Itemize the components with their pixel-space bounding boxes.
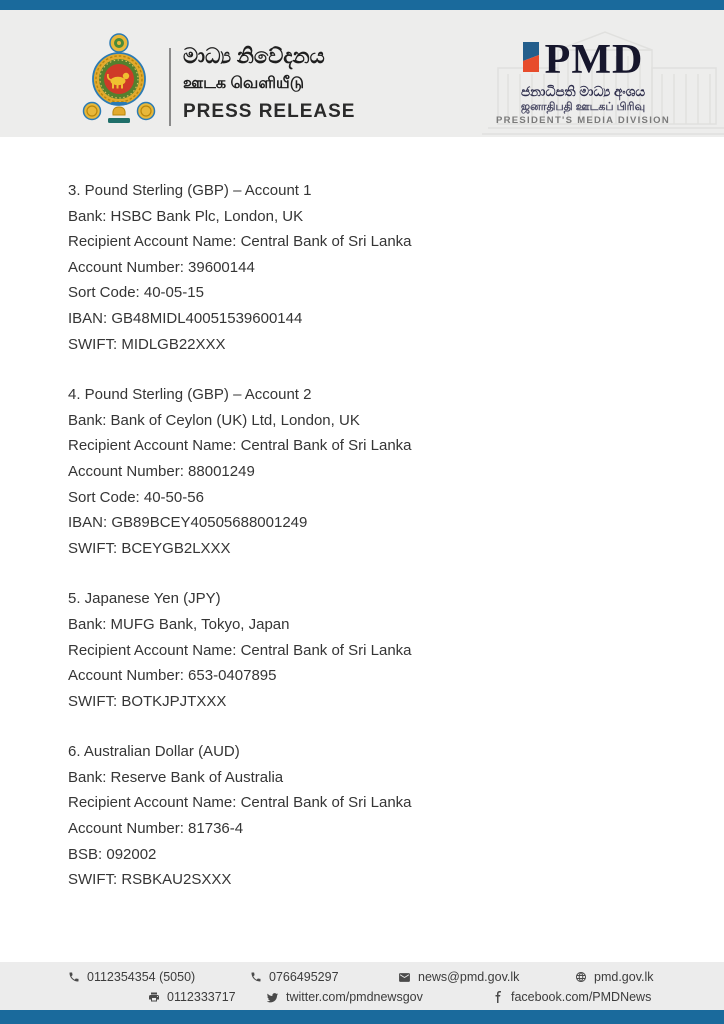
detail-line: Account Number: 653-0407895 xyxy=(68,667,277,685)
detail-line: Account Number: 39600144 xyxy=(68,258,255,276)
phone-icon xyxy=(250,971,262,983)
detail-line: Bank: Reserve Bank of Australia xyxy=(68,768,284,786)
detail-line: SWIFT: BOTKJPJTXXX xyxy=(68,692,227,710)
detail-line: BSB: 092002 xyxy=(68,845,157,863)
sri-lanka-emblem-icon xyxy=(80,32,158,128)
section-jpy xyxy=(68,586,684,714)
detail-line: Sort Code: 40-50-56 xyxy=(68,488,204,506)
globe-icon xyxy=(575,971,587,983)
footer-facebook xyxy=(492,990,651,1004)
detail-line: Sort Code: 40-05-15 xyxy=(68,284,204,302)
footer-phone-2 xyxy=(250,970,339,984)
phone-icon xyxy=(68,971,80,983)
detail-line: SWIFT: MIDLGB22XXX xyxy=(68,335,226,353)
detail-line: Bank: HSBC Bank Plc, London, UK xyxy=(68,207,304,225)
footer-website xyxy=(575,970,654,984)
section-heading: 6. Australian Dollar (AUD) xyxy=(68,743,240,761)
footer-twitter-text: twitter.com/pmdnewsgov xyxy=(286,990,423,1004)
detail-line: Recipient Account Name: Central Bank of Sri Lanka xyxy=(68,794,412,812)
pmd-logo-block xyxy=(468,37,698,127)
detail-line: Recipient Account Name: Central Bank of Sri Lanka xyxy=(68,641,412,659)
footer-email xyxy=(398,970,519,984)
footer-phone-1-text: 0112354354 (5050) xyxy=(87,970,196,984)
footer-website-text: pmd.gov.lk xyxy=(594,970,654,984)
section-aud xyxy=(68,739,684,893)
email-icon xyxy=(398,971,411,984)
detail-line: SWIFT: BCEYGB2LXXX xyxy=(68,539,231,557)
section-heading: 5. Japanese Yen (JPY) xyxy=(68,590,221,608)
header xyxy=(0,10,724,137)
detail-line: Bank: MUFG Bank, Tokyo, Japan xyxy=(68,615,290,633)
detail-line: IBAN: GB48MIDL40051539600144 xyxy=(68,309,303,327)
footer-fax xyxy=(148,990,236,1004)
footer xyxy=(0,962,724,1010)
press-release-title-sinhala: මාධ්‍ය නිවේදනය xyxy=(183,45,325,68)
pmd-tagline-sinhala: ජනාධිපති මාධ්‍ය අංශය xyxy=(520,84,646,99)
press-release-title-tamil: ஊடக வெளியீடு xyxy=(183,75,305,92)
detail-line: Recipient Account Name: Central Bank of Sri Lanka xyxy=(68,437,412,455)
press-release-title-english: PRESS RELEASE xyxy=(183,101,356,122)
footer-twitter xyxy=(266,990,423,1004)
pmd-acronym: PMD xyxy=(544,37,644,83)
fax-icon xyxy=(148,991,160,1003)
detail-line: Recipient Account Name: Central Bank of Sri Lanka xyxy=(68,233,412,251)
document-body xyxy=(0,137,724,918)
detail-line: SWIFT: RSBKAU2SXXX xyxy=(68,871,232,889)
detail-line: Bank: Bank of Ceylon (UK) Ltd, London, UK xyxy=(68,411,360,429)
footer-phone-1 xyxy=(68,970,195,984)
pmd-logo-mark-icon xyxy=(523,42,539,72)
section-heading: 4. Pound Sterling (GBP) – Account 2 xyxy=(68,386,312,404)
detail-line: IBAN: GB89BCEY40505688001249 xyxy=(68,514,308,532)
twitter-icon xyxy=(266,991,279,1004)
footer-fax-text: 0112333717 xyxy=(167,990,236,1004)
bottom-accent-bar xyxy=(0,1010,724,1024)
section-heading: 3. Pound Sterling (GBP) – Account 1 xyxy=(68,182,312,199)
footer-facebook-text: facebook.com/PMDNews xyxy=(511,990,652,1004)
section-gbp-account-2 xyxy=(68,382,684,561)
detail-line: Account Number: 81736-4 xyxy=(68,820,244,838)
top-accent-bar xyxy=(0,0,724,10)
section-gbp-account-1 xyxy=(68,178,684,357)
pmd-tagline-english: PRESIDENT'S MEDIA DIVISION xyxy=(495,115,670,126)
detail-line: Account Number: 88001249 xyxy=(68,462,255,480)
press-release-title-block xyxy=(183,43,355,126)
footer-email-text: news@pmd.gov.lk xyxy=(418,970,520,984)
pmd-tagline-tamil: ஜனாதிபதி ஊடகப் பிரிவு xyxy=(520,101,646,113)
header-divider xyxy=(169,48,171,126)
footer-phone-2-text: 0766495297 xyxy=(269,970,339,984)
facebook-icon xyxy=(492,991,504,1003)
